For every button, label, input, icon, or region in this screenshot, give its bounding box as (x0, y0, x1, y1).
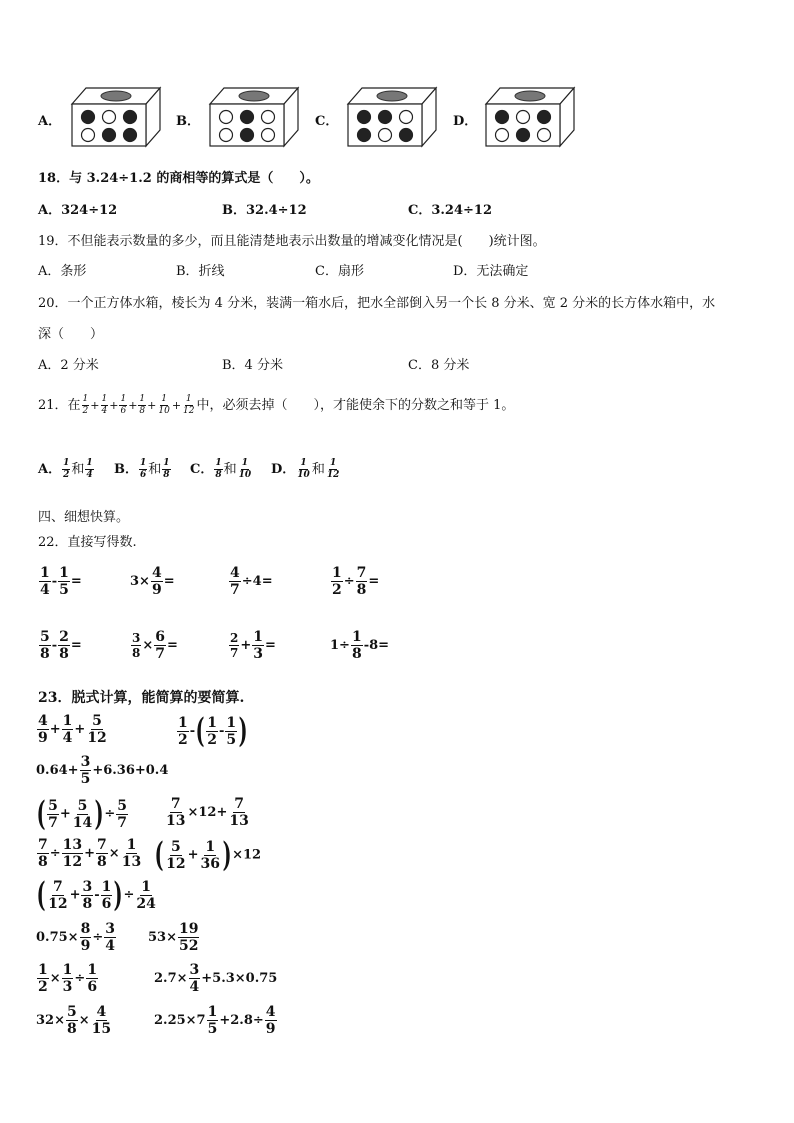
q19-stem: 19．不但能表示数量的多少，而且能清楚地表示出数量的增减变化情况是( )统计图。 (38, 234, 546, 249)
filled-dot (241, 129, 254, 142)
small-fraction: $\frac{1}{6}$ (120, 394, 127, 416)
q23-expr-14: 2.25×7 $\frac{1}{5}$ +2.8÷ $\frac{4}{9}$ (154, 1004, 276, 1037)
q22-expr-4: $\frac{1}{2}$ ÷ $\frac{7}{8}$ = (332, 565, 380, 598)
q19-option-d: D．无法确定 (453, 264, 529, 279)
q22-expr-5: $\frac{5}{8}$ - $\frac{2}{8}$ = (40, 629, 82, 662)
small-fraction: $\frac{1}{10}$ (297, 458, 310, 480)
filled-dot (124, 129, 137, 142)
filled-dot (103, 129, 116, 142)
hollow-dot (82, 129, 95, 142)
q20-option-a: A．2 分米 (38, 358, 99, 373)
q19-option-a: A．条形 (38, 264, 87, 279)
q22-expr-6: $\frac{3}{8}$ × $\frac{6}{7}$ = (132, 629, 178, 662)
filled-dot (358, 111, 371, 124)
q20-option-c: C．8 分米 (408, 358, 470, 373)
section-four-heading: 四、细想快算。 (38, 510, 130, 525)
q23-expr-5: $\frac{7}{13}$ ×12+ $\frac{7}{13}$ (166, 796, 249, 829)
hollow-dot (496, 129, 509, 142)
q19-option-c: C．扇形 (315, 264, 364, 279)
q17-option-a-letter: A． (38, 114, 62, 129)
q17-option-c-letter: C． (315, 114, 339, 129)
hollow-dot (538, 129, 551, 142)
filled-dot (358, 129, 371, 142)
q23-expr-13: 32× $\frac{5}{8}$ × $\frac{4}{15}$ (36, 1004, 112, 1037)
filled-dot (400, 129, 413, 142)
q21-option-b: B． $\frac{1}{6}$ 和 $\frac{1}{8}$ (114, 458, 170, 480)
q23-expr-6: $\frac{7}{8}$ ÷ $\frac{13}{12}$ + $\frac{7}{8}$ × $\frac{1}{13}$ (38, 837, 142, 870)
small-fraction: $\frac{1}{6}$ (140, 458, 147, 480)
q22-expr-3: $\frac{4}{7}$ ÷4= (230, 565, 273, 598)
q23-expr-2: $\frac{1}{2}$ -( $\frac{1}{2}$ - $\frac{1}{5}$ ) (178, 711, 248, 751)
small-fraction: $\frac{1}{8}$ (215, 458, 222, 480)
q21-option-d: D． $\frac{1}{10}$ 和 $\frac{1}{12}$ (271, 458, 340, 480)
top-hole (239, 91, 269, 101)
dice-box-d (478, 84, 576, 148)
top-hole (101, 91, 131, 101)
q23-expr-12: 2.7× $\frac{3}{4}$ +5.3×0.75 (154, 962, 278, 995)
q21-option-c: C． $\frac{1}{8}$ 和 $\frac{1}{10}$ (190, 458, 252, 480)
q21-option-a: A． $\frac{1}{2}$ 和 $\frac{1}{4}$ (38, 458, 93, 480)
top-hole (515, 91, 545, 101)
q20-option-b: B．4 分米 (222, 358, 283, 373)
dice-box-a (64, 84, 162, 148)
filled-dot (82, 111, 95, 124)
q22-title: 22．直接写得数. (38, 535, 137, 550)
filled-dot (241, 111, 254, 124)
hollow-dot (220, 129, 233, 142)
q23-expr-7: ( $\frac{5}{12}$ + $\frac{1}{36}$ )×12 (154, 835, 262, 875)
q22-expr-2: 3× $\frac{4}{9}$ = (130, 565, 175, 598)
small-fraction: $\frac{1}{2}$ (82, 394, 89, 416)
top-hole (377, 91, 407, 101)
small-fraction: $\frac{1}{4}$ (101, 394, 108, 416)
hollow-dot (379, 129, 392, 142)
q23-expr-10: 53× $\frac{19}{52}$ (148, 921, 199, 954)
dice-box-b (202, 84, 300, 148)
filled-dot (379, 111, 392, 124)
small-fraction: $\frac{1}{10}$ (238, 458, 252, 480)
q18-option-c: C．3.24÷12 (408, 203, 492, 218)
q23-expr-1: $\frac{4}{9}$ + $\frac{1}{4}$ + $\frac{5}{12}$ (38, 713, 107, 746)
hollow-dot (103, 111, 116, 124)
q23-expr-11: $\frac{1}{2}$ × $\frac{1}{3}$ ÷ $\frac{1}{6}$ (38, 962, 98, 995)
q20-stem-line1: 20．一个正方体水箱，棱长为 4 分米，装满一箱水后，把水全部倒入另一个长 8 分米、宽 2 分米的长方体水箱中，水 (38, 296, 716, 311)
q17-option-d-letter: D． (453, 114, 478, 129)
q21-stem (38, 394, 514, 416)
q19-option-b: B．折线 (176, 264, 225, 279)
small-fraction: $\frac{1}{8}$ (163, 458, 170, 480)
q22-expr-1: $\frac{1}{4}$ - $\frac{1}{5}$ = (40, 565, 82, 598)
q21-suffix: 中，必须去掉（ ），才能使余下的分数之和等于 1。 (196, 398, 515, 413)
q21-prefix: 21．在 (38, 398, 81, 413)
q18-option-b: B．32.4÷12 (222, 203, 307, 218)
hollow-dot (517, 111, 530, 124)
small-fraction: $\frac{1}{10}$ (158, 394, 170, 416)
filled-dot (124, 111, 137, 124)
q21-fraction-sum: $\frac{1}{2}$ + $\frac{1}{4}$ + $\frac{1}{6}$ + $\frac{1}{8}$ + $\frac{1}{10}$ + $\frac{1}{12}$ (82, 394, 195, 416)
hollow-dot (262, 129, 275, 142)
q23-expr-4: ( $\frac{5}{7}$ + $\frac{5}{14}$ )÷ $\frac{5}{7}$ (36, 794, 127, 834)
q22-expr-8: 1÷ $\frac{1}{8}$ -8= (330, 629, 390, 662)
hollow-dot (400, 111, 413, 124)
q23-expr-8: ( $\frac{7}{12}$ + $\frac{3}{8}$ - $\frac{1}{6}$ )÷ $\frac{1}{24}$ (36, 875, 156, 915)
q23-expr-9: 0.75× $\frac{8}{9}$ ÷ $\frac{3}{4}$ (36, 921, 115, 954)
hollow-dot (220, 111, 233, 124)
q22-expr-7: $\frac{2}{7}$ + $\frac{1}{3}$ = (230, 629, 276, 662)
small-fraction: $\frac{1}{8}$ (139, 394, 146, 416)
small-fraction: $\frac{1}{12}$ (183, 394, 195, 416)
small-fraction: $\frac{1}{4}$ (86, 458, 93, 480)
small-fraction: $\frac{1}{12}$ (326, 458, 340, 480)
q23-title: 23．脱式计算，能简算的要简算. (38, 690, 245, 706)
q23-expr-3: 0.64+ $\frac{3}{5}$ +6.36+0.4 (36, 754, 169, 787)
filled-dot (538, 111, 551, 124)
q18-stem: 18．与 3.24÷1.2 的商相等的算式是（ ）。 (38, 171, 319, 186)
small-fraction: $\frac{1}{2}$ (63, 458, 70, 480)
dice-box-c (340, 84, 438, 148)
q18-option-a: A．324÷12 (38, 203, 118, 218)
filled-dot (517, 129, 530, 142)
filled-dot (496, 111, 509, 124)
hollow-dot (262, 111, 275, 124)
q17-option-b-letter: B． (176, 114, 200, 129)
q20-stem-line2: 深（ ） (38, 327, 104, 342)
